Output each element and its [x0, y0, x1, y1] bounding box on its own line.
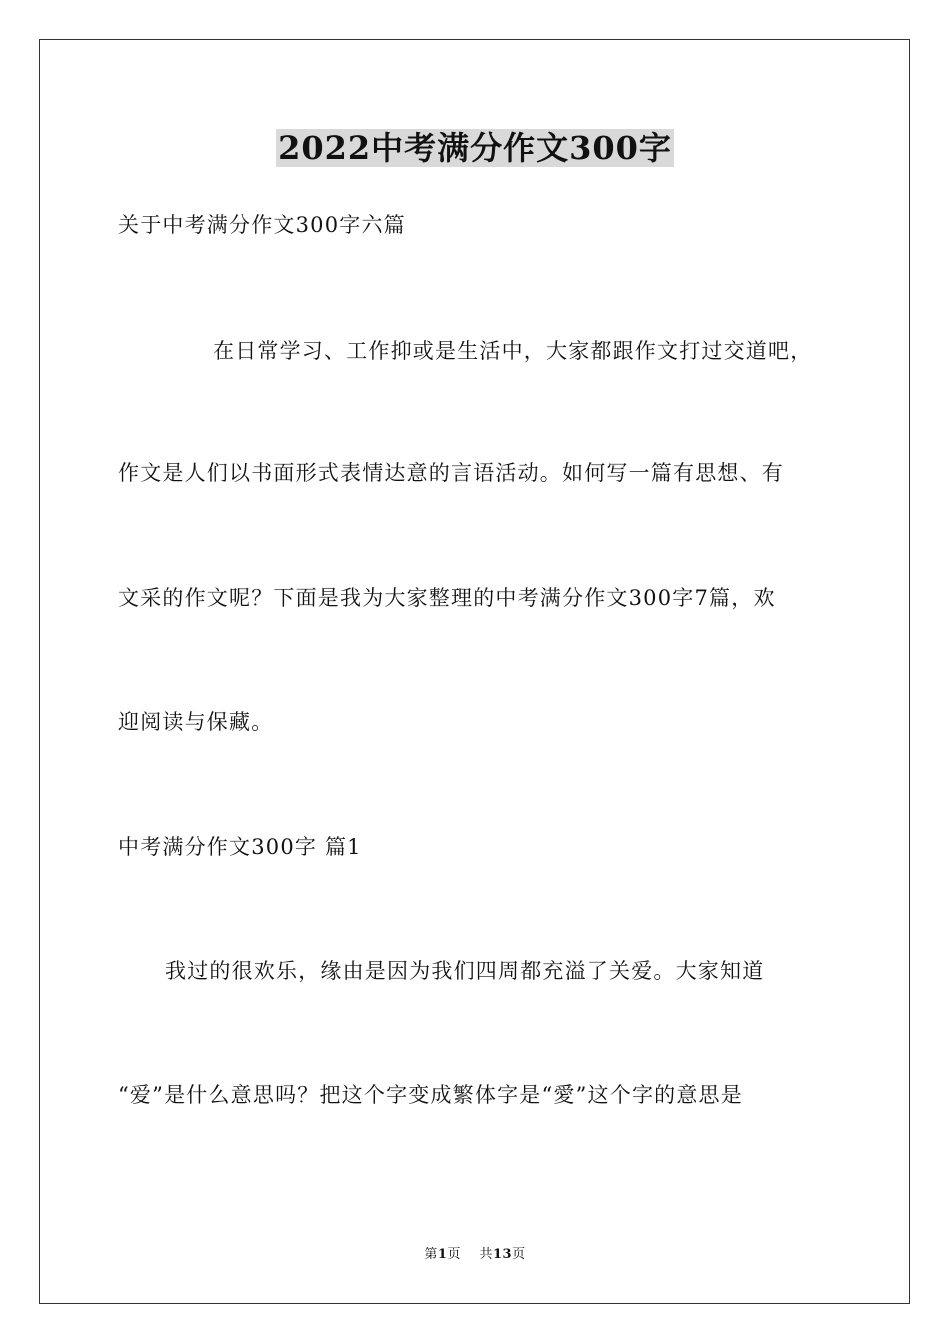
document-subtitle: 关于中考满分作文300字六篇: [118, 213, 406, 237]
page-footer: [0, 1246, 950, 1264]
section-heading: 中考满分作文300字 篇1: [118, 835, 362, 859]
section-line-2: “爱”是什么意思吗？把这个字变成繁体字是“愛”这个字的意思是: [118, 1083, 743, 1107]
section-line-1: 我过的很欢乐，缘由是因为我们四周都充溢了关爱。大家知道: [165, 959, 765, 983]
intro-line-3: 文采的作文呢？下面是我为大家整理的中考满分作文300字7篇，欢: [118, 586, 776, 610]
footer-suffix: 页: [512, 1247, 526, 1262]
intro-line-4: 迎阅读与保藏。: [118, 710, 274, 734]
footer-prefix: 第: [424, 1247, 438, 1262]
document-title-text: 2022中考满分作文300字: [278, 129, 672, 167]
footer-mid: 页 共: [447, 1247, 493, 1262]
intro-line-2: 作文是人们以书面形式表情达意的言语活动。如何写一篇有思想、有: [118, 461, 784, 485]
footer-total-pages: 13: [492, 1247, 513, 1262]
document-title: [0, 128, 950, 168]
intro-line-1: 在日常学习、工作抑或是生活中，大家都跟作文打过交道吧，: [213, 339, 813, 363]
footer-page-number: 1: [437, 1247, 448, 1262]
